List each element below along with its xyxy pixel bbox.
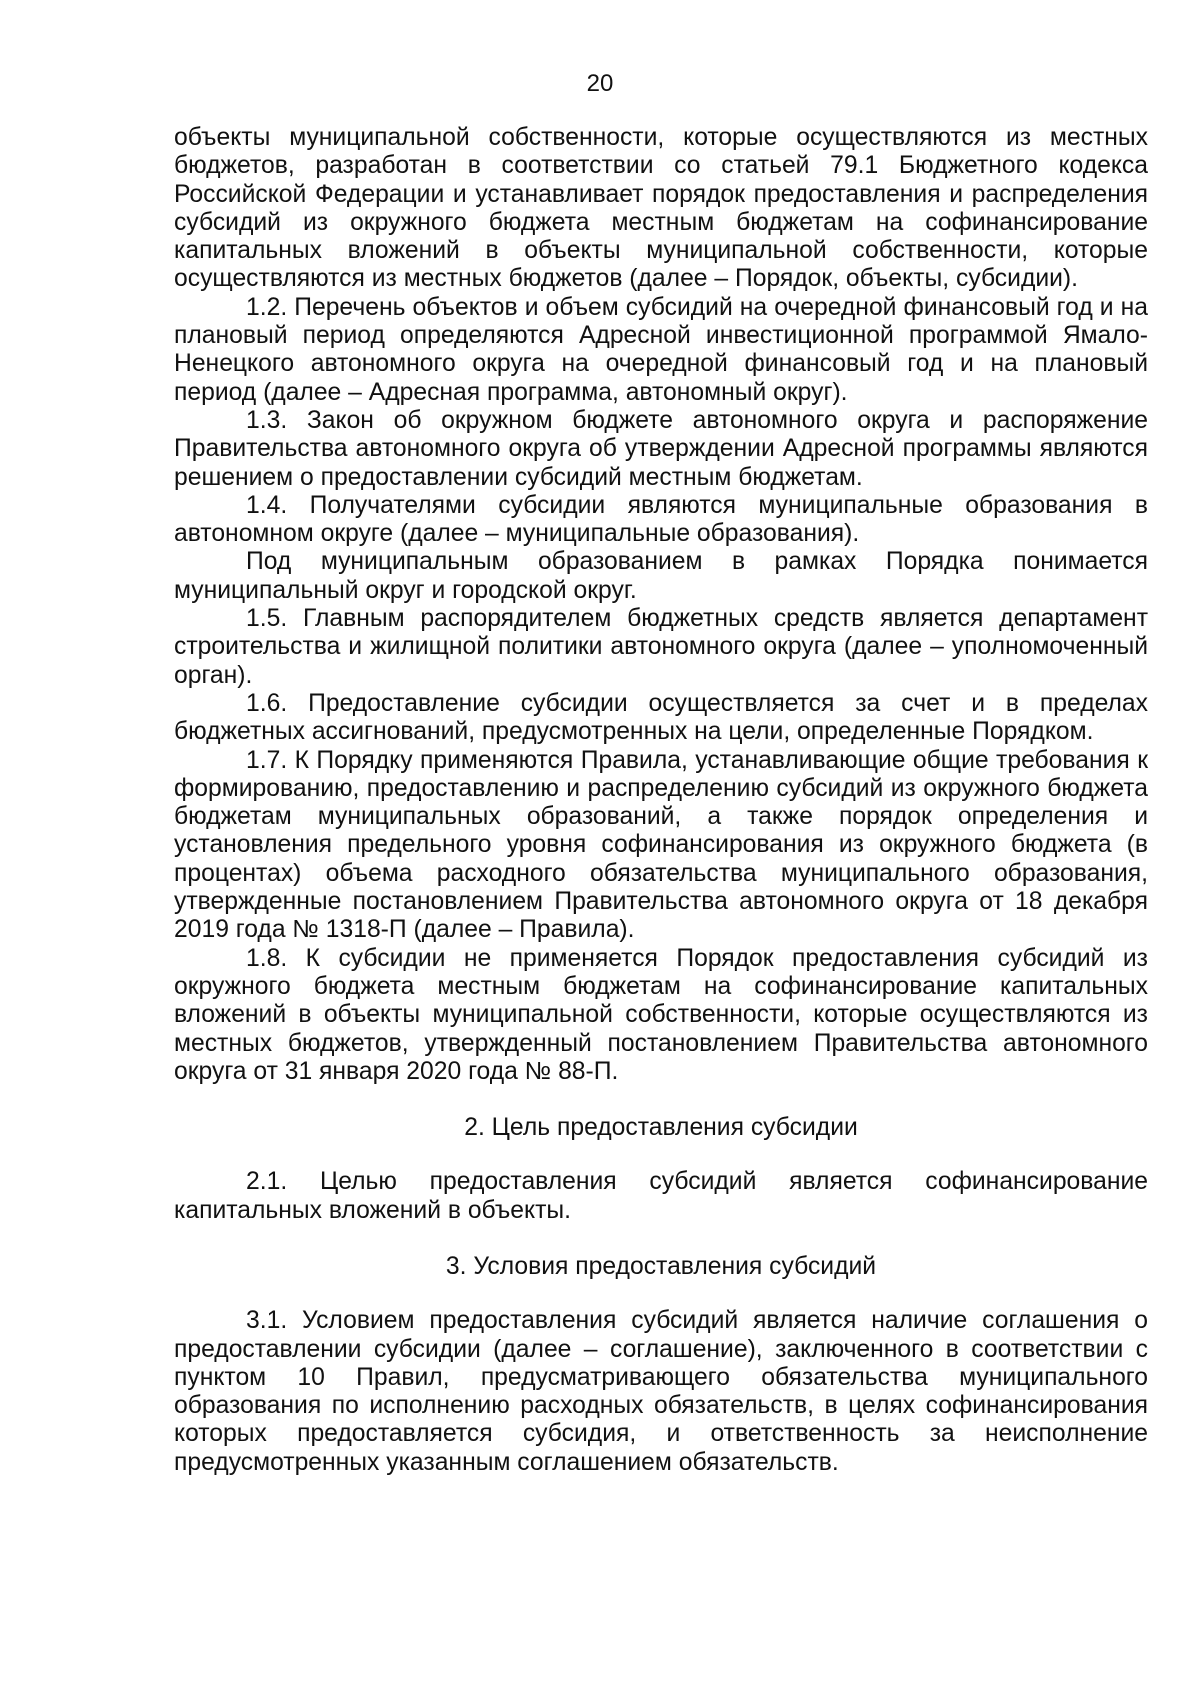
document-body [174, 124, 1148, 1477]
paragraph-1-4-note: Под муниципальным образованием в рамках Порядка понимается муниципальный округ и городской округ. [174, 548, 1148, 604]
section-2-heading: 2. Цель предоставления субсидии [464, 1114, 858, 1142]
paragraph-1-6: 1.6. Предоставление субсидии осуществляется за счет и в пределах бюджетных ассигнований, предусмотренных на цели, определенные Порядком. [174, 689, 1148, 746]
paragraph-2-1: 2.1. Целью предоставления субсидий является софинансирование капитальных вложений в объекты. [174, 1168, 1148, 1224]
paragraph-3-1: 3.1. Условием предоставления субсидий является наличие соглашения о предоставлении субсидии (далее – соглашение), заключенного в соответствии с пунктом 10 Правил, предусматривающего обязательства муниципального образования по исполнению расходных обязательств, в целях софинансирования которых предоставляется субсидия, и ответственность за неисполнение предусмотренных указанным соглашением обязательств. [174, 1307, 1148, 1476]
paragraph-1-4: 1.4. Получателями субсидии являются муниципальные образования в автономном округе (далее – муниципальные образования). [174, 491, 1148, 548]
paragraph-1-8: 1.8. К субсидии не применяется Порядок предоставления субсидий из окружного бюджета местным бюджетам на софинансирование капитальных вложений в объекты муниципальной собственности, которые осуществляются из местных бюджетов, утвержденный постановлением Правительства автономного округа от 31 января 2020 года № 88-П. [174, 944, 1148, 1085]
section-3-heading: 3. Условия предоставления субсидий [445, 1252, 877, 1280]
page-number: 20 [586, 70, 614, 97]
paragraph-1-3: 1.3. Закон об окружном бюджете автономного округа и распоряжение Правительства автономного округа об утверждении Адресной программы являются решением о предоставлении субсидий местным бюджетам. [174, 406, 1148, 491]
paragraph-1-7: 1.7. К Порядку применяются Правила, устанавливающие общие требования к формированию, предоставлению и распределению субсидий из окружного бюджета бюджетам муниципальных образований, а также порядок определения и установления предельного уровня софинансирования из окружного бюджета (в процентах) объема расходного обязательства муниципального образования, утвержденные постановлением Правительства автономного округа от 18 декабря 2019 года № 1318-П (далее – Правила). [174, 746, 1148, 944]
paragraph-continuation: объекты муниципальной собственности, которые осуществляются из местных бюджетов, разработан в соответствии со статьей 79.1 Бюджетного кодекса Российской Федерации и устанавливает порядок предоставления и распределения субсидий из окружного бюджета местным бюджетам на софинансирование капитальных вложений в объекты муниципальной собственности, которые осуществляются из местных бюджетов (далее – Порядок, объекты, субсидии). [174, 124, 1148, 293]
paragraph-1-5: 1.5. Главным распорядителем бюджетных средств является департамент строительства и жилищной политики автономного округа (далее – уполномоченный орган). [174, 605, 1148, 689]
paragraph-1-2: 1.2. Перечень объектов и объем субсидий на очередной финансовый год и на плановый период определяются Адресной инвестиционной программой Ямало-Ненецкого автономного округа на очередной финансовый год и на плановый период (далее – Адресная программа, автономный округ). [174, 293, 1148, 406]
